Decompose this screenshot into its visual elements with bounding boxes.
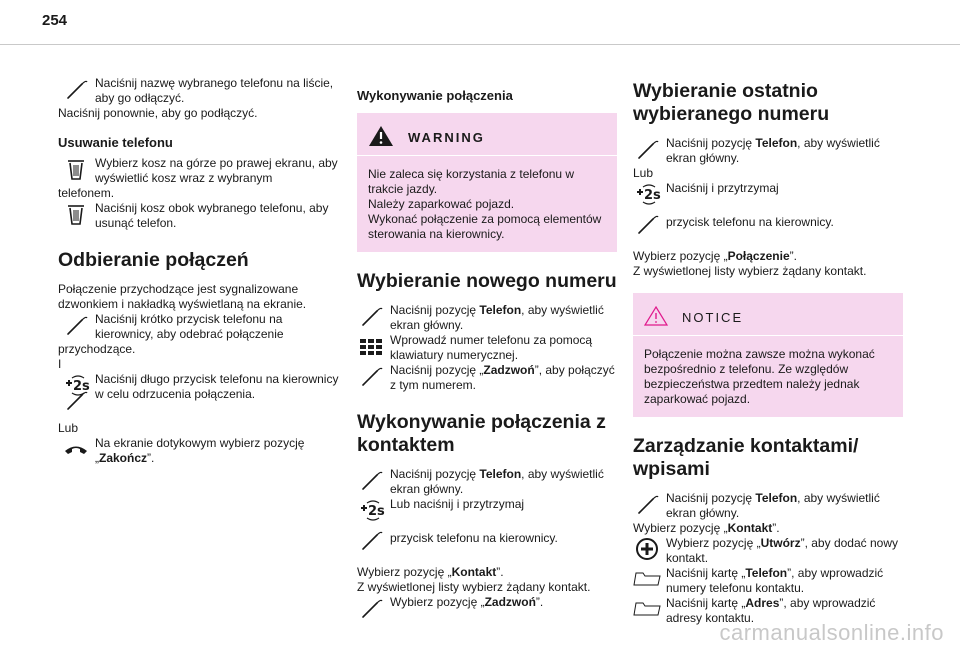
- touch-pen-icon: [357, 467, 385, 493]
- select-contact-text: Wybierz pozycję „Kontakt”.: [357, 565, 504, 579]
- keypad-icon: [357, 333, 385, 359]
- column-3: [633, 80, 903, 626]
- touch-pen-icon: [62, 76, 90, 102]
- step-long-press: Naciśnij długo przycisk telefonu na kierownicy: [62, 372, 342, 387]
- step-contact-button: przycisk telefonu na kierownicy.: [357, 521, 617, 559]
- step-reject: w celu odrzucenia połączenia.: [62, 387, 342, 415]
- receive-description: Połączenie przychodzące jest sygnalizowane dzwonkiem i nakładką wyświetlaną na ekranie.: [58, 282, 307, 311]
- step-contact-hold: Lub naciśnij i przytrzymaj: [357, 497, 617, 521]
- select-call-text: Wybierz pozycję „Połączenie”.: [633, 249, 797, 263]
- warning-box: [357, 113, 617, 252]
- step-contact-call: Wybierz pozycję „Zadzwoń”.: [357, 595, 617, 610]
- step-press-phone: Naciśnij pozycję Telefon, aby wyświetlić ekran główny.: [357, 303, 617, 333]
- warning-triangle-icon: [368, 124, 394, 151]
- header-divider: [0, 44, 960, 45]
- touch-pen-icon: [62, 312, 90, 338]
- reconnect-text: Naciśnij ponownie, aby go podłączyć.: [58, 106, 258, 120]
- steering-phone-button-icon: [357, 497, 385, 523]
- notice-text: Połączenie można zawsze można wykonać bezpośrednio z telefonu. Ze względów bezpieczeństwa przedtem należy jednak zaparkować pojazd.: [644, 347, 875, 406]
- select-contact-text: Wybierz pozycję „Kontakt”.: [633, 521, 780, 535]
- step-select-trash-tail: telefonem.: [58, 186, 115, 200]
- step-enter-number: Wprowadź numer telefonu za pomocą klawiatury numerycznej.: [357, 333, 617, 363]
- notice-header: [644, 301, 893, 333]
- hang-up-icon: [62, 436, 90, 462]
- touch-pen-icon: [633, 136, 661, 162]
- warning-text: Nie zaleca się korzystania z telefonu w trakcie jazdy. Należy zaparkować pojazd. Wykonać połączenie za pomocą elementów sterowania na kierownicy.: [368, 167, 602, 241]
- column-1: [58, 76, 342, 466]
- warning-triangle-icon: [644, 305, 668, 330]
- step-short-press-tail: przychodzące.: [58, 342, 136, 356]
- heading-receiving-calls: Odbieranie połączeń: [58, 249, 249, 271]
- tab-card-icon: [633, 596, 661, 622]
- heading-delete-phone: Usuwanie telefonu: [58, 135, 173, 150]
- heading-manage-contacts: Zarządzanie kontaktami/ wpisami: [633, 435, 859, 480]
- warning-header: [368, 121, 607, 153]
- touch-pen-icon: [357, 363, 385, 389]
- step-manage-phone: Naciśnij pozycję Telefon, aby wyświetlić ekran główny.: [633, 491, 903, 521]
- step-phone-tab: Naciśnij kartę „Telefon”, aby wprowadzić numery telefonu kontaktu.: [633, 566, 903, 596]
- touch-pen-icon: [357, 303, 385, 329]
- heading-new-number: Wybieranie nowego numeru: [357, 270, 617, 292]
- step-select-trash: Wybierz kosz na górze po prawej ekranu, aby wyświetlić kosz wraz z wybranym: [62, 156, 342, 186]
- heading-making-call: Wykonywanie połączenia: [357, 88, 513, 103]
- trash-icon: [62, 156, 90, 182]
- heading-recent-number: Wybieranie ostatnio wybieranego numeru: [633, 80, 830, 125]
- step-short-press: Naciśnij krótko przycisk telefonu na kierownicy, aby odebrać połączenie: [62, 312, 342, 342]
- step-disconnect: Naciśnij nazwę wybranego telefonu na liście, aby go odłączyć.: [62, 76, 342, 106]
- watermark: carmanualsonline.info: [719, 620, 944, 645]
- step-end-call: Na ekranie dotykowym wybierz pozycję „Zakończ”.: [62, 436, 342, 466]
- steering-phone-button-icon: [633, 181, 661, 207]
- page-number: 254: [42, 12, 68, 29]
- step-press-trash: Naciśnij kosz obok wybranego telefonu, aby usunąć telefon.: [62, 201, 342, 231]
- add-circle-icon: [633, 536, 661, 562]
- touch-pen-icon: [633, 491, 661, 517]
- conjunction-or: Lub: [58, 421, 79, 435]
- step-create-contact: Wybierz pozycję „Utwórz”, aby dodać nowy kontakt.: [633, 536, 903, 566]
- step-contact-phone: Naciśnij pozycję Telefon, aby wyświetlić ekran główny.: [357, 467, 617, 497]
- step-recent-hold: Naciśnij i przytrzymaj: [633, 181, 903, 205]
- touch-pen-icon: [633, 211, 661, 237]
- notice-title: NOTICE: [682, 309, 744, 325]
- choose-contact-text: Z wyświetlonej listy wybierz żądany kontakt.: [357, 580, 591, 594]
- touch-pen-icon: [357, 595, 385, 621]
- touch-pen-icon: [62, 387, 90, 413]
- conjunction-or: Lub: [633, 166, 654, 180]
- warning-title: WARNING: [408, 129, 485, 145]
- step-recent-phone: Naciśnij pozycję Telefon, aby wyświetlić ekran główny.: [633, 136, 903, 166]
- step-recent-button: przycisk telefonu na kierownicy.: [633, 205, 903, 243]
- conjunction-and: I: [58, 357, 62, 371]
- heading-call-contact: Wykonywanie połączenia z kontaktem: [357, 411, 606, 456]
- step-press-call: Naciśnij pozycję „Zadzwoń”, aby połączyć z tym numerem.: [357, 363, 617, 393]
- trash-icon: [62, 201, 90, 227]
- column-2: [357, 88, 617, 610]
- step-address-tab: Naciśnij kartę „Adres”, aby wprowadzić adresy kontaktu.: [633, 596, 903, 626]
- touch-pen-icon: [357, 527, 385, 553]
- tab-card-icon: [633, 566, 661, 592]
- notice-box: [633, 293, 903, 417]
- choose-contact-text: Z wyświetlonej listy wybierz żądany kontakt.: [633, 264, 867, 278]
